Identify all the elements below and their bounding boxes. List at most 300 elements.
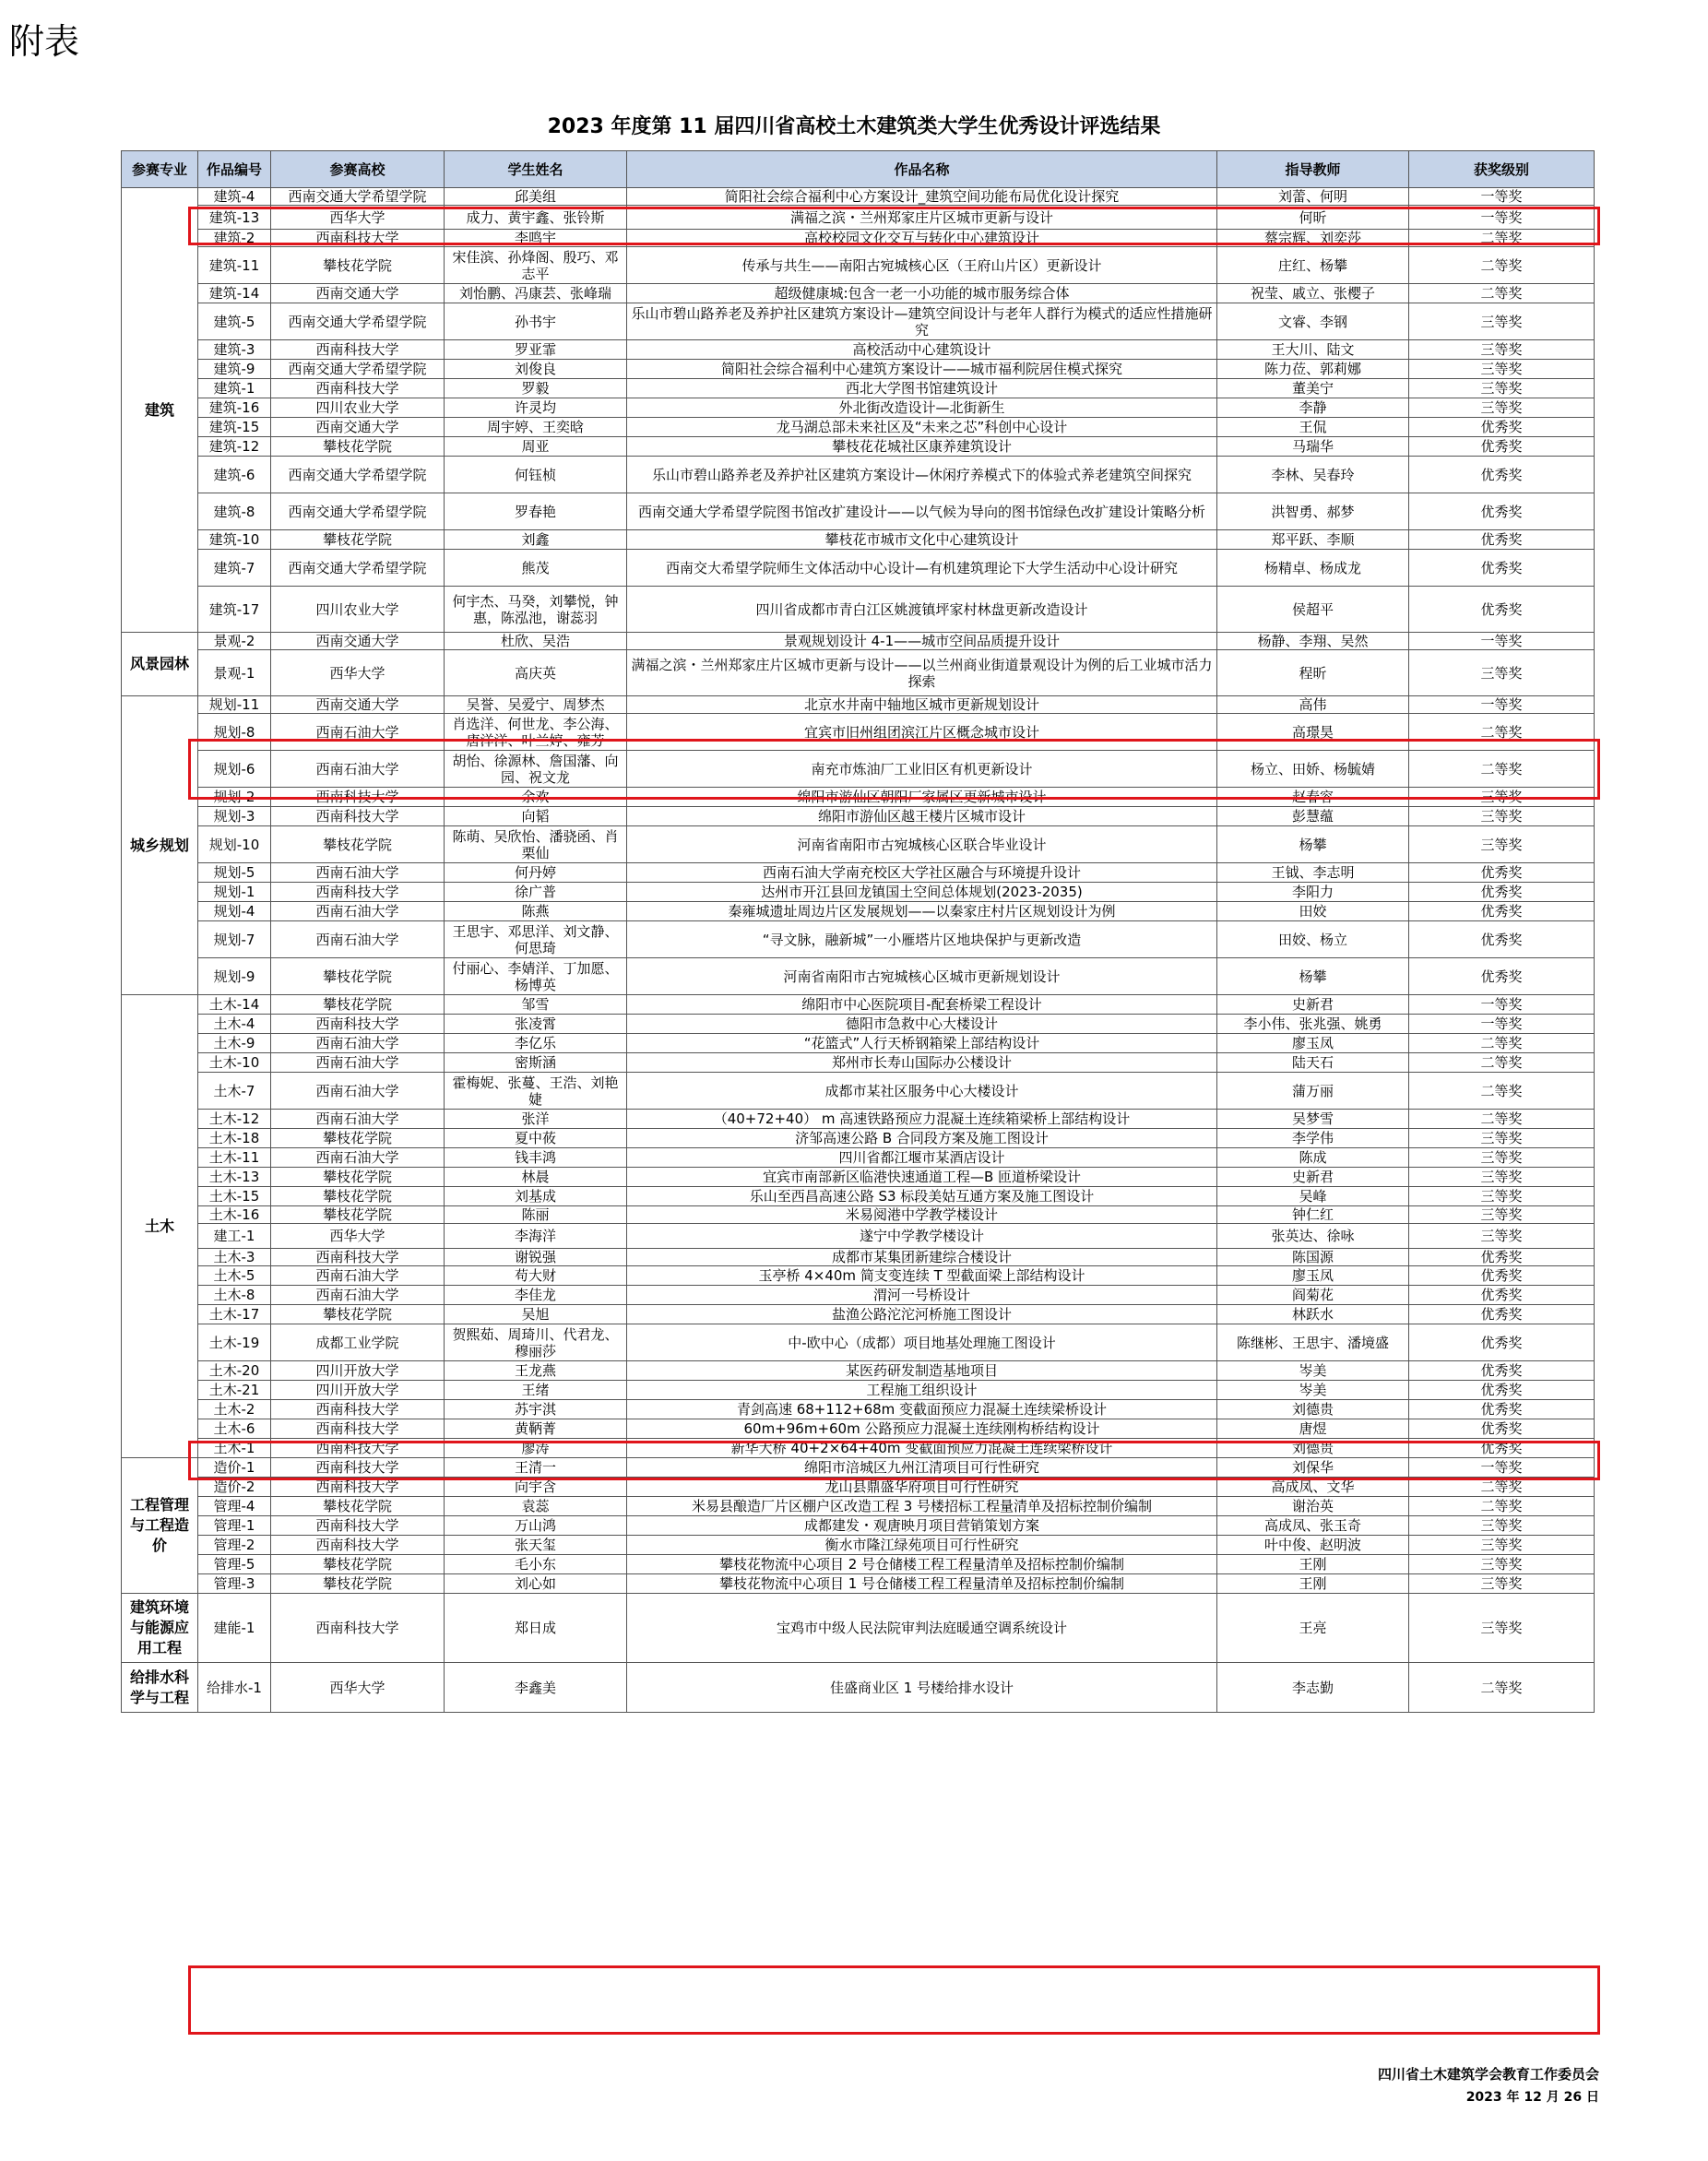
teacher-cell: 赵春容	[1217, 788, 1409, 807]
entry-id: 建筑-12	[198, 437, 271, 457]
school-cell: 西华大学	[271, 650, 445, 696]
award-cell: 三等奖	[1409, 1187, 1595, 1206]
teacher-cell: 史新君	[1217, 995, 1409, 1015]
entry-id: 土木-12	[198, 1110, 271, 1129]
entry-id: 土木-2	[198, 1400, 271, 1419]
entry-id: 土木-21	[198, 1381, 271, 1400]
table-row	[122, 1073, 1595, 1110]
award-cell: 优秀奖	[1409, 958, 1595, 995]
work-title-cell: 工程施工组织设计	[627, 1381, 1217, 1400]
students-cell: 邹雪	[445, 995, 627, 1015]
table-row	[122, 340, 1595, 360]
table-row	[122, 650, 1595, 696]
school-cell: 西南石油大学	[271, 1286, 445, 1305]
teacher-cell: 郑平跃、李顺	[1217, 530, 1409, 550]
students-cell: 苏宇淇	[445, 1400, 627, 1419]
entry-id: 规划-9	[198, 958, 271, 995]
major-cell: 给排水科学与工程	[122, 1663, 198, 1713]
award-cell: 三等奖	[1409, 1168, 1595, 1187]
teacher-cell: 岑美	[1217, 1381, 1409, 1400]
teacher-cell: 蔡宗辉、刘奕莎	[1217, 230, 1409, 247]
school-cell: 西南石油大学	[271, 863, 445, 883]
school-cell: 攀枝花学院	[271, 247, 445, 284]
table-row	[122, 995, 1595, 1015]
entry-id: 建筑-7	[198, 550, 271, 587]
entry-id: 规划-3	[198, 807, 271, 826]
school-cell: 西南交通大学	[271, 696, 445, 714]
work-title-cell: 宝鸡市中级人民法院审判法庭暖通空调系统设计	[627, 1594, 1217, 1663]
table-row	[122, 883, 1595, 902]
award-cell: 三等奖	[1409, 1224, 1595, 1249]
table-row	[122, 1516, 1595, 1536]
table-row	[122, 696, 1595, 714]
footer-org: 四川省土木建筑学会教育工作委员会	[1377, 2066, 1599, 2083]
school-cell: 西南交通大学希望学院	[271, 360, 445, 379]
work-title-cell: 渭河一号桥设计	[627, 1286, 1217, 1305]
entry-id: 规划-6	[198, 751, 271, 788]
teacher-cell: 王钺、李志明	[1217, 863, 1409, 883]
students-cell: 刘鑫	[445, 530, 627, 550]
school-cell: 攀枝花学院	[271, 1206, 445, 1224]
school-cell: 西南石油大学	[271, 902, 445, 921]
work-title-cell: 盐渔公路沱沱河桥施工图设计	[627, 1305, 1217, 1324]
work-title-cell: 高校校园文化交互与转化中心建筑设计	[627, 230, 1217, 247]
entry-id: 土木-20	[198, 1361, 271, 1381]
entry-id: 建能-1	[198, 1594, 271, 1663]
table-row	[122, 550, 1595, 587]
entry-id: 土木-6	[198, 1419, 271, 1439]
school-cell: 攀枝花学院	[271, 1129, 445, 1148]
entry-id: 建工-1	[198, 1224, 271, 1249]
work-title-cell: 攀枝花物流中心项目 1 号仓储楼工程工程量清单及招标控制价编制	[627, 1574, 1217, 1594]
work-title-cell: 龙马湖总部未来社区及“未来之芯”科创中心设计	[627, 418, 1217, 437]
school-cell: 西南科技大学	[271, 1249, 445, 1266]
entry-id: 建筑-4	[198, 188, 271, 206]
award-cell: 一等奖	[1409, 1458, 1595, 1478]
school-cell: 成都工业学院	[271, 1324, 445, 1361]
major-cell: 风景园林	[122, 633, 198, 696]
teacher-cell: 王大川、陆文	[1217, 340, 1409, 360]
award-cell: 三等奖	[1409, 1516, 1595, 1536]
work-title-cell: 西南交大希望学院师生文体活动中心设计—有机建筑理论下大学生活动中心设计研究	[627, 550, 1217, 587]
school-cell: 攀枝花学院	[271, 437, 445, 457]
teacher-cell: 陆天石	[1217, 1053, 1409, 1073]
col-id: 作品编号	[198, 151, 271, 188]
award-cell: 二等奖	[1409, 247, 1595, 284]
award-cell: 三等奖	[1409, 398, 1595, 418]
col-award: 获奖级别	[1409, 151, 1595, 188]
award-cell: 优秀奖	[1409, 1324, 1595, 1361]
students-cell: 刘基成	[445, 1187, 627, 1206]
entry-id: 土木-18	[198, 1129, 271, 1148]
work-title-cell: 衡水市隆江绿苑项目可行性研究	[627, 1536, 1217, 1555]
teacher-cell: 岑美	[1217, 1361, 1409, 1381]
work-title-cell: 攀枝花物流中心项目 2 号仓储楼工程工程量清单及招标控制价编制	[627, 1555, 1217, 1574]
work-title-cell: 成都建发・观唐映月项目营销策划方案	[627, 1516, 1217, 1536]
school-cell: 西南石油大学	[271, 751, 445, 788]
school-cell: 西南科技大学	[271, 230, 445, 247]
col-school: 参赛高校	[271, 151, 445, 188]
students-cell: 毛小东	[445, 1555, 627, 1574]
school-cell: 西南交通大学希望学院	[271, 303, 445, 340]
teacher-cell: 陈力莅、郭莉娜	[1217, 360, 1409, 379]
table-row	[122, 1053, 1595, 1073]
students-cell: 张凌霄	[445, 1015, 627, 1034]
work-title-cell: 中-欧中心（成都）项目地基处理施工图设计	[627, 1324, 1217, 1361]
award-cell: 二等奖	[1409, 751, 1595, 788]
table-row	[122, 1594, 1595, 1663]
work-title-cell: 乐山至西昌高速公路 S3 标段美姑互通方案及施工图设计	[627, 1187, 1217, 1206]
work-title-cell: 河南省南阳市古宛城核心区联合毕业设计	[627, 826, 1217, 863]
table-row	[122, 493, 1595, 530]
students-cell: 吴誉、吴爱宁、周梦杰	[445, 696, 627, 714]
teacher-cell: 王亮	[1217, 1594, 1409, 1663]
work-title-cell: 西南石油大学南充校区大学社区融合与环境提升设计	[627, 863, 1217, 883]
award-cell: 优秀奖	[1409, 1439, 1595, 1458]
students-cell: 熊茂	[445, 550, 627, 587]
work-title-cell: 米易阅港中学教学楼设计	[627, 1206, 1217, 1224]
teacher-cell: 马瑞华	[1217, 437, 1409, 457]
entry-id: 建筑-14	[198, 284, 271, 303]
award-cell: 优秀奖	[1409, 883, 1595, 902]
award-cell: 三等奖	[1409, 788, 1595, 807]
table-row	[122, 1305, 1595, 1324]
award-cell: 优秀奖	[1409, 493, 1595, 530]
table-row	[122, 1400, 1595, 1419]
students-cell: 向韬	[445, 807, 627, 826]
table-row	[122, 921, 1595, 958]
teacher-cell: 李林、吴春玲	[1217, 457, 1409, 493]
work-title-cell: 绵阳市涪城区九州江清项目可行性研究	[627, 1458, 1217, 1478]
school-cell: 攀枝花学院	[271, 1168, 445, 1187]
school-cell: 西南科技大学	[271, 340, 445, 360]
school-cell: 攀枝花学院	[271, 995, 445, 1015]
table-row	[122, 1497, 1595, 1516]
school-cell: 四川开放大学	[271, 1361, 445, 1381]
teacher-cell: 王侃	[1217, 418, 1409, 437]
work-title-cell: 外北街改造设计—北街新生	[627, 398, 1217, 418]
school-cell: 西南交通大学	[271, 633, 445, 650]
document-title: 2023 年度第 11 届四川省高校土木建筑类大学生优秀设计评选结果	[547, 115, 1161, 138]
table-row	[122, 807, 1595, 826]
entry-id: 土木-13	[198, 1168, 271, 1187]
table-row	[122, 230, 1595, 247]
students-cell: 黄鞆菁	[445, 1419, 627, 1439]
entry-id: 景观-2	[198, 633, 271, 650]
entry-id: 土木-4	[198, 1015, 271, 1034]
work-title-cell: 佳盛商业区 1 号楼给排水设计	[627, 1663, 1217, 1713]
major-cell: 城乡规划	[122, 696, 198, 995]
table-row	[122, 360, 1595, 379]
award-cell: 优秀奖	[1409, 530, 1595, 550]
teacher-cell: 李小伟、张兆强、姚勇	[1217, 1015, 1409, 1034]
table-row	[122, 1148, 1595, 1168]
award-cell: 三等奖	[1409, 1574, 1595, 1594]
school-cell: 西南科技大学	[271, 1419, 445, 1439]
award-cell: 二等奖	[1409, 1110, 1595, 1129]
school-cell: 西南交通大学希望学院	[271, 457, 445, 493]
entry-id: 建筑-3	[198, 340, 271, 360]
entry-id: 管理-3	[198, 1574, 271, 1594]
work-title-cell: 60m+96m+60m 公路预应力混凝土连续刚构桥结构设计	[627, 1419, 1217, 1439]
students-cell: 王绪	[445, 1381, 627, 1400]
entry-id: 造价-1	[198, 1458, 271, 1478]
award-cell: 一等奖	[1409, 995, 1595, 1015]
table-row	[122, 902, 1595, 921]
teacher-cell: 史新君	[1217, 1168, 1409, 1187]
entry-id: 建筑-6	[198, 457, 271, 493]
students-cell: 何丹婷	[445, 863, 627, 883]
work-title-cell: 河南省南阳市古宛城核心区城市更新规划设计	[627, 958, 1217, 995]
school-cell: 西南交通大学希望学院	[271, 188, 445, 206]
teacher-cell: 侯超平	[1217, 587, 1409, 633]
work-title-cell: 景观规划设计 4-1——城市空间品质提升设计	[627, 633, 1217, 650]
school-cell: 西南交通大学	[271, 418, 445, 437]
table-row	[122, 1555, 1595, 1574]
school-cell: 西南石油大学	[271, 1034, 445, 1053]
entry-id: 建筑-13	[198, 206, 271, 230]
teacher-cell: 李志勤	[1217, 1663, 1409, 1713]
award-cell: 一等奖	[1409, 633, 1595, 650]
teacher-cell: 杨精卓、杨成龙	[1217, 550, 1409, 587]
entry-id: 建筑-1	[198, 379, 271, 398]
entry-id: 管理-4	[198, 1497, 271, 1516]
work-title-cell: 简阳社会综合福利中心方案设计_建筑空间功能布局优化设计探究	[627, 188, 1217, 206]
school-cell: 西南科技大学	[271, 883, 445, 902]
work-title-cell: 郑州市长寿山国际办公楼设计	[627, 1053, 1217, 1073]
students-cell: 付丽心、李婧洋、丁加愿、杨博英	[445, 958, 627, 995]
work-title-cell: 玉亭桥 4×40m 简支变连续 T 型截面梁上部结构设计	[627, 1266, 1217, 1286]
school-cell: 西华大学	[271, 206, 445, 230]
school-cell: 攀枝花学院	[271, 1574, 445, 1594]
students-cell: 周亚	[445, 437, 627, 457]
students-cell: 王思宇、邓思洋、刘文静、何思琦	[445, 921, 627, 958]
work-title-cell: 超级健康城:包含一老一小功能的城市服务综合体	[627, 284, 1217, 303]
entry-id: 土木-17	[198, 1305, 271, 1324]
table-row	[122, 398, 1595, 418]
teacher-cell: 彭慧蕴	[1217, 807, 1409, 826]
teacher-cell: 杨静、李翔、吴然	[1217, 633, 1409, 650]
school-cell: 西南科技大学	[271, 1536, 445, 1555]
table-row	[122, 1034, 1595, 1053]
award-cell: 优秀奖	[1409, 1249, 1595, 1266]
entry-id: 土木-16	[198, 1206, 271, 1224]
entry-id: 土木-7	[198, 1073, 271, 1110]
appendix-heading: 附表	[9, 21, 80, 62]
school-cell: 攀枝花学院	[271, 1305, 445, 1324]
teacher-cell: 高成凤、文华	[1217, 1478, 1409, 1497]
table-row	[122, 1110, 1595, 1129]
teacher-cell: 董美宁	[1217, 379, 1409, 398]
entry-id: 土木-5	[198, 1266, 271, 1286]
work-title-cell: 青剑高速 68+112+68m 变截面预应力混凝土连续梁桥设计	[627, 1400, 1217, 1419]
award-cell: 优秀奖	[1409, 1286, 1595, 1305]
entry-id: 景观-1	[198, 650, 271, 696]
table-row	[122, 587, 1595, 633]
award-cell: 优秀奖	[1409, 457, 1595, 493]
work-title-cell: 南充市炼油厂工业旧区有机更新设计	[627, 751, 1217, 788]
table-row	[122, 418, 1595, 437]
work-title-cell: 四川省都江堰市某酒店设计	[627, 1148, 1217, 1168]
work-title-cell: 攀枝花市城市文化中心建筑设计	[627, 530, 1217, 550]
entry-id: 管理-1	[198, 1516, 271, 1536]
students-cell: 钱丰鸿	[445, 1148, 627, 1168]
school-cell: 四川农业大学	[271, 587, 445, 633]
teacher-cell: 陈成	[1217, 1148, 1409, 1168]
award-cell: 三等奖	[1409, 1536, 1595, 1555]
work-title-cell: 乐山市碧山路养老及养护社区建筑方案设计—休闲疗养模式下的体验式养老建筑空间探究	[627, 457, 1217, 493]
school-cell: 四川开放大学	[271, 1381, 445, 1400]
teacher-cell: 田姣	[1217, 902, 1409, 921]
entry-id: 建筑-11	[198, 247, 271, 284]
school-cell: 西南石油大学	[271, 1148, 445, 1168]
students-cell: 陈萌、吴欣怡、潘骁函、肖栗仙	[445, 826, 627, 863]
award-cell: 三等奖	[1409, 807, 1595, 826]
students-cell: 杜欣、吴浩	[445, 633, 627, 650]
table-body	[122, 188, 1595, 1713]
work-title-cell: 满福之滨・兰州郑家庄片区城市更新与设计	[627, 206, 1217, 230]
students-cell: 张天玺	[445, 1536, 627, 1555]
students-cell: 霍梅妮、张蔓、王浩、刘艳婕	[445, 1073, 627, 1110]
table-row	[122, 714, 1595, 751]
work-title-cell: 攀枝花花城社区康养建筑设计	[627, 437, 1217, 457]
table-row	[122, 530, 1595, 550]
work-title-cell: 成都市某社区服务中心大楼设计	[627, 1073, 1217, 1110]
award-cell: 优秀奖	[1409, 1266, 1595, 1286]
school-cell: 西南科技大学	[271, 1516, 445, 1536]
award-cell: 优秀奖	[1409, 921, 1595, 958]
students-cell: 陈丽	[445, 1206, 627, 1224]
award-cell: 三等奖	[1409, 340, 1595, 360]
table-row	[122, 826, 1595, 863]
students-cell: 谢锐强	[445, 1249, 627, 1266]
entry-id: 建筑-9	[198, 360, 271, 379]
table-row	[122, 1286, 1595, 1305]
students-cell: 宋佳滨、孙烽阁、殷巧、邓志平	[445, 247, 627, 284]
award-cell: 三等奖	[1409, 1148, 1595, 1168]
entry-id: 规划-7	[198, 921, 271, 958]
table-row	[122, 751, 1595, 788]
entry-id: 建筑-5	[198, 303, 271, 340]
award-cell: 优秀奖	[1409, 550, 1595, 587]
entry-id: 土木-1	[198, 1439, 271, 1458]
teacher-cell: 李学伟	[1217, 1129, 1409, 1148]
entry-id: 规划-11	[198, 696, 271, 714]
school-cell: 西南科技大学	[271, 788, 445, 807]
award-cell: 优秀奖	[1409, 1361, 1595, 1381]
award-cell: 优秀奖	[1409, 902, 1595, 921]
highlight-box	[188, 1965, 1600, 2035]
entry-id: 规划-10	[198, 826, 271, 863]
work-title-cell: 宜宾市旧州组团滨江片区概念城市设计	[627, 714, 1217, 751]
teacher-cell: 阎菊花	[1217, 1286, 1409, 1305]
entry-id: 规划-5	[198, 863, 271, 883]
entry-id: 管理-5	[198, 1555, 271, 1574]
students-cell: 王清一	[445, 1458, 627, 1478]
table-row	[122, 1015, 1595, 1034]
students-cell: 王龙燕	[445, 1361, 627, 1381]
teacher-cell: 刘德贵	[1217, 1439, 1409, 1458]
teacher-cell: 吴梦雪	[1217, 1110, 1409, 1129]
table-row	[122, 1187, 1595, 1206]
school-cell: 西南科技大学	[271, 1594, 445, 1663]
teacher-cell: 刘德贵	[1217, 1400, 1409, 1419]
teacher-cell: 张英达、徐咏	[1217, 1224, 1409, 1249]
award-cell: 三等奖	[1409, 1594, 1595, 1663]
award-cell: 三等奖	[1409, 1129, 1595, 1148]
students-cell: 李亿乐	[445, 1034, 627, 1053]
students-cell: 吴旭	[445, 1305, 627, 1324]
table-row	[122, 1129, 1595, 1148]
table-row	[122, 788, 1595, 807]
entry-id: 管理-2	[198, 1536, 271, 1555]
school-cell: 西南交通大学希望学院	[271, 493, 445, 530]
entry-id: 建筑-16	[198, 398, 271, 418]
entry-id: 规划-4	[198, 902, 271, 921]
work-title-cell: 西南交通大学希望学院图书馆改扩建设计——以气候为导向的图书馆绿色改扩建设计策略分析	[627, 493, 1217, 530]
teacher-cell: 杨攀	[1217, 826, 1409, 863]
school-cell: 西南科技大学	[271, 1478, 445, 1497]
school-cell: 西华大学	[271, 1224, 445, 1249]
school-cell: 西南石油大学	[271, 1073, 445, 1110]
award-cell: 优秀奖	[1409, 1400, 1595, 1419]
entry-id: 建筑-2	[198, 230, 271, 247]
table-row	[122, 1478, 1595, 1497]
table-row	[122, 1663, 1595, 1713]
entry-id: 土木-14	[198, 995, 271, 1015]
students-cell: 胡怡、徐源林、詹国藩、向园、祝文龙	[445, 751, 627, 788]
school-cell: 西南石油大学	[271, 1110, 445, 1129]
table-row	[122, 1536, 1595, 1555]
table-row	[122, 1381, 1595, 1400]
entry-id: 建筑-15	[198, 418, 271, 437]
school-cell: 攀枝花学院	[271, 826, 445, 863]
award-cell: 二等奖	[1409, 284, 1595, 303]
entry-id: 建筑-17	[198, 587, 271, 633]
work-title-cell: 四川省成都市青白江区姚渡镇坪家村林盘更新改造设计	[627, 587, 1217, 633]
award-cell: 优秀奖	[1409, 863, 1595, 883]
award-cell: 二等奖	[1409, 1073, 1595, 1110]
school-cell: 西南交通大学	[271, 284, 445, 303]
school-cell: 西南石油大学	[271, 714, 445, 751]
footer-date: 2023 年 12 月 26 日	[1465, 2090, 1599, 2105]
table-row	[122, 303, 1595, 340]
work-title-cell: 龙山县鼎盛华府项目可行性研究	[627, 1478, 1217, 1497]
award-cell: 优秀奖	[1409, 1419, 1595, 1439]
entry-id: 土木-19	[198, 1324, 271, 1361]
work-title-cell: 达州市开江县回龙镇国土空间总体规划(2023-2035)	[627, 883, 1217, 902]
teacher-cell: 叶中俊、赵明波	[1217, 1536, 1409, 1555]
school-cell: 西华大学	[271, 1663, 445, 1713]
table-row	[122, 1168, 1595, 1187]
students-cell: 贺熙茹、周琦川、代君龙、穆丽莎	[445, 1324, 627, 1361]
award-cell: 三等奖	[1409, 303, 1595, 340]
students-cell: 廖涛	[445, 1439, 627, 1458]
entry-id: 规划-2	[198, 788, 271, 807]
teacher-cell: 杨攀	[1217, 958, 1409, 995]
students-cell: 余欢	[445, 788, 627, 807]
table-row	[122, 1206, 1595, 1224]
school-cell: 西南科技大学	[271, 1015, 445, 1034]
entry-id: 造价-2	[198, 1478, 271, 1497]
table-row	[122, 1361, 1595, 1381]
students-cell: 孙书宇	[445, 303, 627, 340]
school-cell: 西南科技大学	[271, 807, 445, 826]
work-title-cell: 满福之滨・兰州郑家庄片区城市更新与设计——以兰州商业街道景观设计为例的后工业城市活力探索	[627, 650, 1217, 696]
award-cell: 二等奖	[1409, 1478, 1595, 1497]
teacher-cell: 刘蕾、何明	[1217, 188, 1409, 206]
students-cell: 徐广普	[445, 883, 627, 902]
